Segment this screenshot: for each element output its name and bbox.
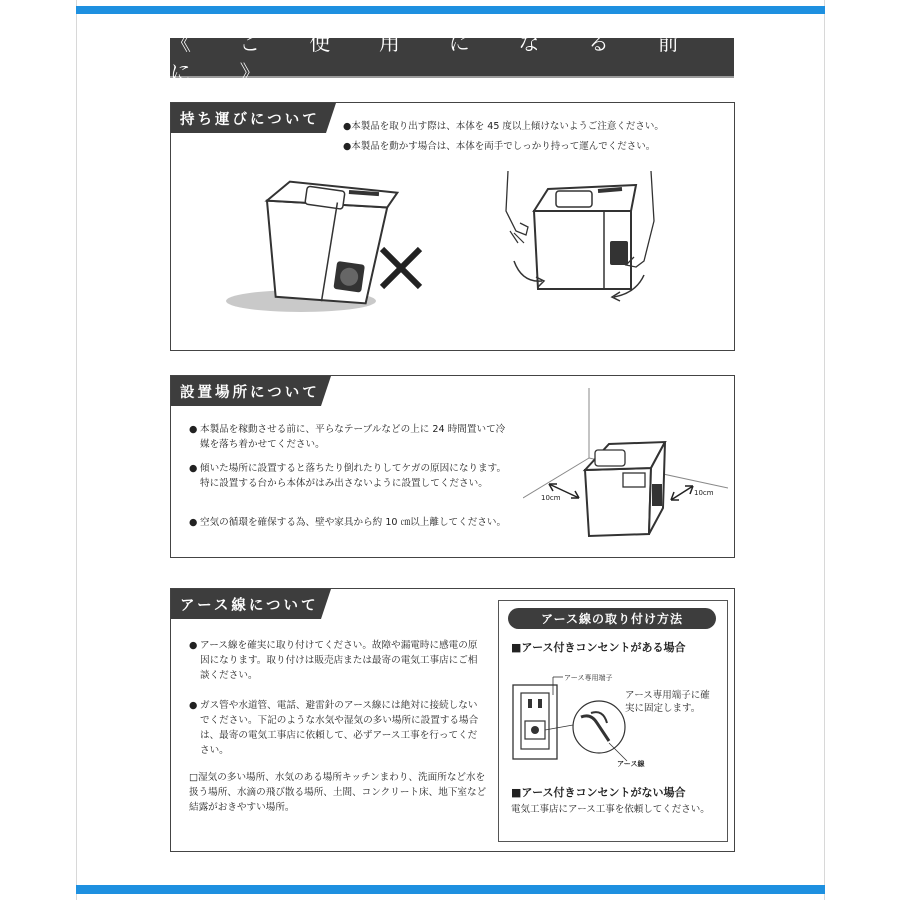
top-accent-bar (76, 6, 825, 14)
earth-heading: アース線について (171, 589, 321, 619)
earth-howto-box (498, 600, 728, 842)
fan-vent-icon (333, 261, 365, 293)
fan-vent-icon (610, 241, 628, 265)
placement-bullet-2-text: 傾いた場所に設置すると落ちたり倒れたりしてケガの原因になります。特に設置する台から本体がはみ出さないように設置してください。 (200, 463, 507, 489)
fan-vent-icon (652, 484, 662, 506)
bottom-accent-bar (76, 885, 825, 894)
placement-clearance-illustration (523, 388, 728, 548)
outlet-icon (513, 685, 557, 759)
page-title (170, 31, 734, 85)
placement-bullet-1: ● 本製品を稼動させる前に、平らなテーブルなどの上に 24 時間置いて冷媒を落ち着かせてください。 (189, 422, 509, 452)
earth-bullet-2: ● ガス管や水道管、電話、避雷針のアース線には絶対に接続しないでください。下記のような水気や湿気の多い場所に設置する場合は、最寄の電気工事店に依頼して、必ずアース工事を行ってください。 (189, 698, 485, 758)
clearance-right-label: 10cm (694, 489, 714, 497)
placement-bullet-3: ● 空気の循環を確保する為、壁や家具から約 10 ㎝以上離してください。 (189, 515, 509, 530)
earth-case1-heading: ■アース付きコンセントがある場合 (511, 641, 686, 654)
clearance-left-label: 10cm (541, 494, 561, 502)
earth-case2-text: 電気工事店にアース工事を依頼してください。 (511, 804, 710, 815)
placement-bullet-3-text: 空気の循環を確保する為、壁や家具から約 10 ㎝以上離してください。 (200, 517, 507, 528)
placement-heading: 設置場所について (171, 376, 321, 406)
earth-case2-heading: ■アース付きコンセントがない場合 (511, 786, 686, 799)
earth-fix-note: アース専用端子に確実に固定します。 (625, 690, 710, 714)
earth-outlet-illustration (511, 669, 641, 769)
placement-bullet-2: ● 傾いた場所に設置すると落ちたり倒れたりしてケガの原因になります。特に設置する台から本体がはみ出さないように設置してください。 (189, 461, 509, 491)
earth-wire-label: アース線 (617, 760, 645, 768)
page-frame-left (76, 0, 77, 900)
carry-section (170, 102, 735, 351)
carried-ice-maker-illustration (486, 171, 676, 311)
page-frame-right (824, 0, 825, 900)
earth-terminal-label: アース専用端子 (564, 674, 613, 682)
placement-section (170, 375, 735, 558)
earth-checkbox-note: □湿気の多い場所、水気のある場所キッチンまわり、洗面所など水を扱う場所、水滴の飛び散る場所、土間、コンクリート床、地下室など結露がおきやすい場所。 (189, 772, 487, 813)
earth-bullet-1-text: アース線を確実に取り付けてください。故障や漏電時に感電の原因になります。取り付けは販売店または最寄の電気工事店にご相談ください。 (200, 640, 478, 681)
carry-heading: 持ち運びについて (171, 103, 326, 133)
carry-note-2: ●本製品を動かす場合は、本体を両手でしっかり持って運んでください。 (343, 141, 656, 152)
carry-note-1: ●本製品を取り出す際は、本体を 45 度以上傾けないようご注意ください。 (343, 121, 664, 132)
placement-bullet-1-text: 本製品を稼動させる前に、平らなテーブルなどの上に 24 時間置いて冷媒を落ち着かせてください。 (200, 424, 506, 450)
earth-bullet-1: ● アース線を確実に取り付けてください。故障や漏電時に感電の原因になります。取り付けは販売店または最寄の電気工事店にご相談ください。 (189, 638, 485, 683)
prohibited-x-icon (376, 243, 426, 293)
earth-bullet-2-text: ガス管や水道管、電話、避雷針のアース線には絶対に接続しないでください。下記のような水気や湿気の多い場所に設置する場合は、最寄の電気工事店に依頼して、必ずアース工事を行ってください。 (200, 700, 479, 756)
earth-howto-title: アース線の取り付け方法 (508, 608, 716, 629)
page-title-text: 《 ご 使 用 に な る 前 に 》 (170, 31, 700, 85)
